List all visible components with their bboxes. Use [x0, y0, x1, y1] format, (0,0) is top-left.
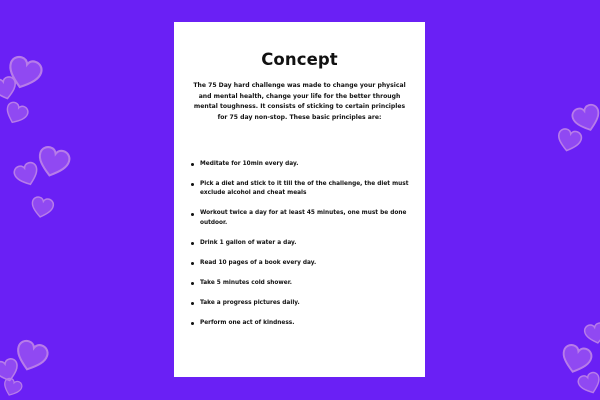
bullet-icon [191, 163, 194, 166]
bullet-icon [191, 262, 194, 265]
list-item-text: Workout twice a day for at least 45 minutes, one must be done outdoor. [200, 210, 407, 226]
bullet-icon [191, 322, 194, 325]
list-item-text: Read 10 pages of a book every day. [200, 259, 317, 266]
page-title: Concept [261, 50, 338, 69]
list-item [188, 279, 411, 288]
principles-list [188, 160, 411, 328]
list-item [188, 160, 411, 169]
bullet-icon [191, 183, 194, 186]
list-item [188, 239, 411, 248]
heart-icon [28, 194, 56, 222]
heart-icon [0, 98, 32, 130]
document-page [174, 22, 425, 377]
list-item-text: Meditate for 10min every day. [200, 161, 299, 167]
list-item [188, 259, 411, 268]
bullet-icon [191, 242, 194, 245]
list-item-text: Take 5 minutes cold shower. [200, 279, 292, 286]
list-item-text: Perform one act of kindness. [200, 319, 295, 326]
list-item [188, 209, 411, 228]
list-item [188, 180, 411, 199]
list-item-text: Take a progress pictures daily. [200, 299, 300, 306]
list-item-text: Drink 1 gallon of water a day. [200, 239, 297, 246]
list-item [188, 319, 411, 328]
list-item [188, 299, 411, 308]
bullet-icon [191, 282, 194, 285]
heart-icon [553, 125, 585, 157]
list-item-text: Pick a diet and stick to it till the of the challenge, the diet must exclude alcohol and cheat meals [200, 181, 409, 197]
intro-paragraph: The 75 Day hard challenge was made to change your physical and mental health, change your life for the better through mental toughness. It consists of sticking to certain principles for 75 day non-stop. These basic principles are: [193, 82, 406, 121]
bullet-icon [191, 302, 194, 305]
bullet-icon [191, 213, 194, 216]
heart-icon [582, 320, 600, 348]
